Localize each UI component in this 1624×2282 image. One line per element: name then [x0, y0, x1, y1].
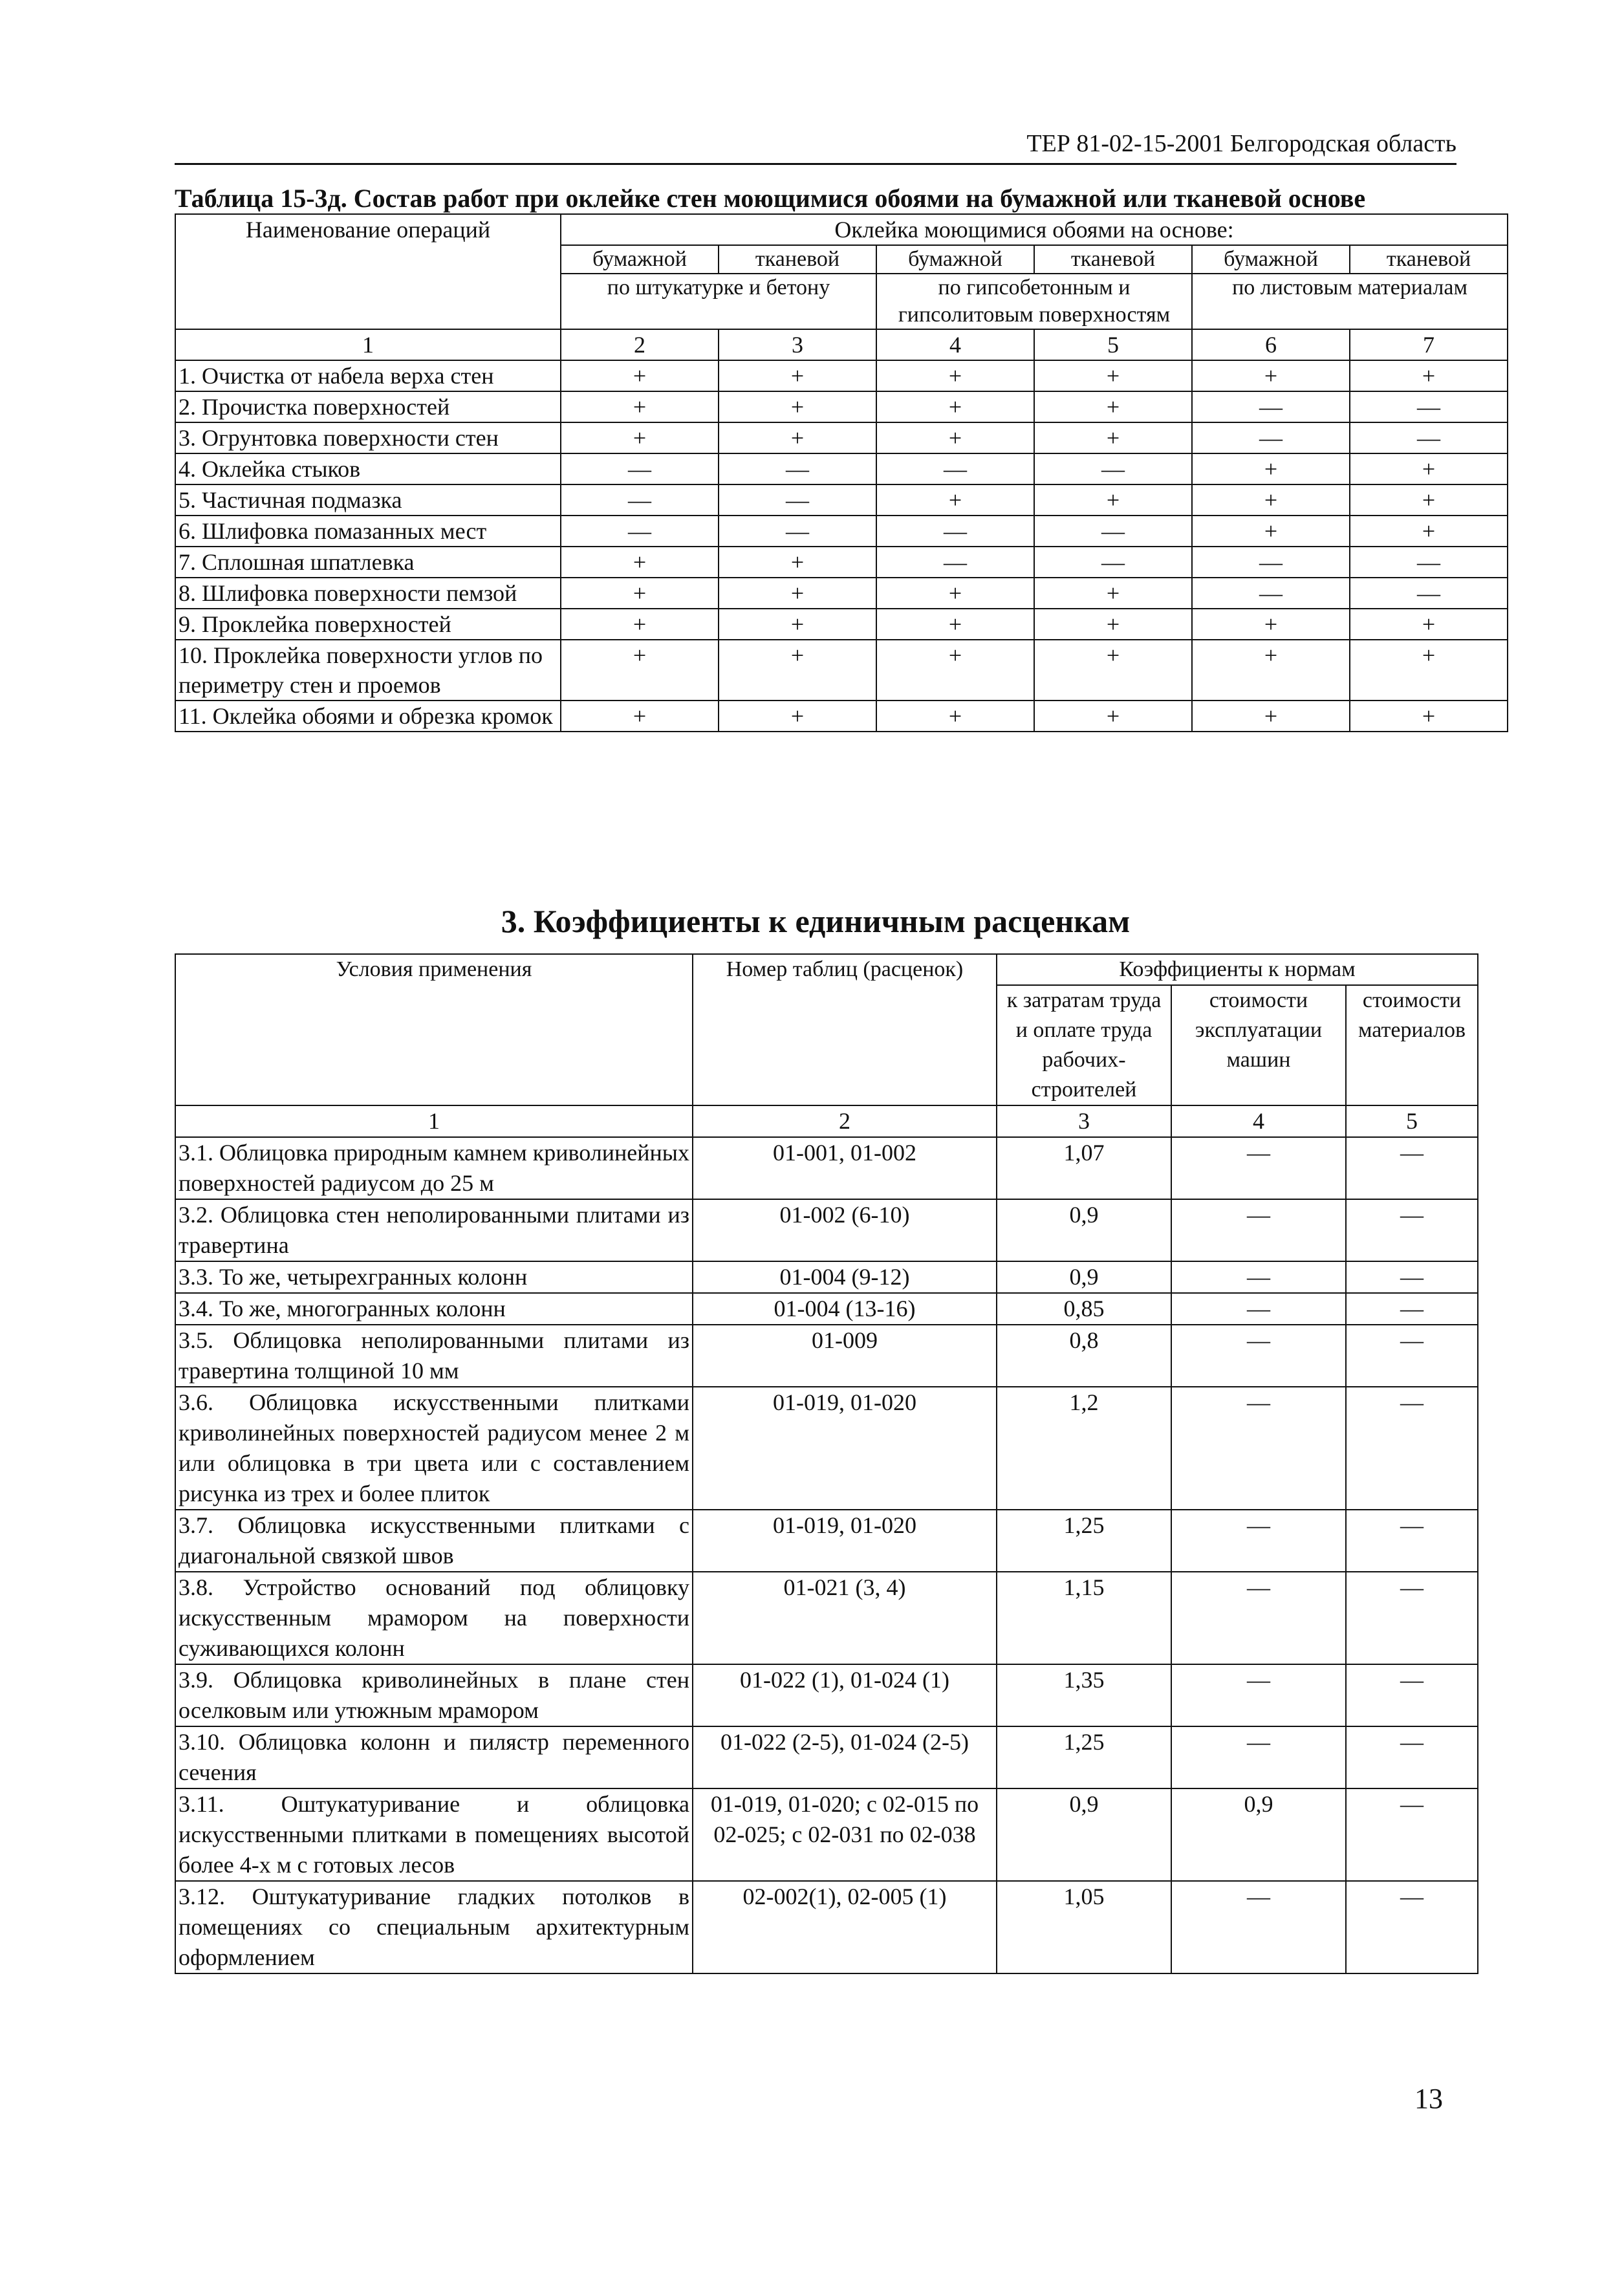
surface-header: по листовым материалам — [1192, 274, 1508, 329]
col-table-number-header: Номер таблиц (расценок) — [693, 954, 997, 1105]
col-coeff-group-header: Коэффициенты к нормам — [997, 954, 1478, 985]
table-15-3d-caption: Таблица 15-3д. Состав работ при оклейке стен моющимися обоями на бумажной или тканевой основе — [175, 184, 1366, 213]
col-base-header: тканевой — [1034, 245, 1192, 274]
operation-mark: + — [719, 360, 876, 391]
table-number: 01-022 (1), 01-024 (1) — [693, 1664, 997, 1726]
labor-coefficient: 0,8 — [997, 1325, 1171, 1387]
table-15-3d — [175, 213, 1508, 732]
column-number: 5 — [1346, 1105, 1478, 1137]
table-number: 01-021 (3, 4) — [693, 1572, 997, 1664]
surface-header: по штукатурке и бетону — [561, 274, 876, 329]
table-row — [175, 701, 1508, 732]
condition-text: 3.2. Облицовка стен неполированными плитами из травертина — [175, 1199, 693, 1261]
table-row — [175, 1261, 1478, 1293]
condition-text: 3.6. Облицовка искусственными плитками криволинейных поверхностей радиусом менее 2 м или облицовка в три цвета или с составлением рисунка из трех и более плиток — [175, 1387, 693, 1510]
operation-mark: — — [1350, 547, 1508, 578]
col-machines-header: стоимости эксплуатации машин — [1171, 985, 1346, 1105]
col-labor-header: к затратам труда и оплате труда рабочих-строителей — [997, 985, 1171, 1105]
column-number: 3 — [719, 329, 876, 360]
column-number: 4 — [876, 329, 1034, 360]
table-number: 01-022 (2-5), 01-024 (2-5) — [693, 1726, 997, 1788]
operation-mark: + — [719, 640, 876, 701]
operation-mark: + — [1350, 640, 1508, 701]
column-number: 4 — [1171, 1105, 1346, 1137]
col-conditions-header: Условия применения — [175, 954, 693, 1105]
operation-mark: + — [1192, 609, 1350, 640]
table-row — [175, 1664, 1478, 1726]
column-number: 1 — [175, 1105, 693, 1137]
machines-coefficient: — — [1171, 1261, 1346, 1293]
operation-mark: + — [1034, 484, 1192, 516]
machines-coefficient: — — [1171, 1664, 1346, 1726]
table-row — [175, 1137, 1478, 1199]
column-number: 7 — [1350, 329, 1508, 360]
operation-mark: + — [876, 609, 1034, 640]
operation-mark: + — [876, 640, 1034, 701]
operation-mark: + — [1034, 391, 1192, 422]
column-number: 5 — [1034, 329, 1192, 360]
coefficients-table — [175, 953, 1478, 1974]
operation-name: 2. Прочистка поверхностей — [175, 391, 561, 422]
table-row — [175, 516, 1508, 547]
machines-coefficient: — — [1171, 1572, 1346, 1664]
operation-mark: + — [1034, 701, 1192, 732]
materials-coefficient: — — [1346, 1572, 1478, 1664]
machines-coefficient: — — [1171, 1510, 1346, 1572]
operation-mark: — — [719, 484, 876, 516]
operation-mark: + — [876, 391, 1034, 422]
operation-mark: — — [561, 484, 719, 516]
page-number: 13 — [1414, 2083, 1443, 2114]
condition-text: 3.12. Оштукатуривание гладких потолков в помещениях со специальным архитектурным оформлением — [175, 1881, 693, 1973]
operation-mark: — — [719, 516, 876, 547]
operation-mark: + — [561, 578, 719, 609]
table-row — [175, 360, 1508, 391]
section-3-title: 3. Коэффициенты к единичным расценкам — [501, 903, 1131, 939]
col-base-header: тканевой — [1350, 245, 1508, 274]
column-number: 2 — [561, 329, 719, 360]
operation-mark: — — [876, 547, 1034, 578]
condition-text: 3.3. То же, четырехгранных колонн — [175, 1261, 693, 1293]
labor-coefficient: 1,2 — [997, 1387, 1171, 1510]
labor-coefficient: 0,9 — [997, 1261, 1171, 1293]
operation-mark: + — [1192, 484, 1350, 516]
table-number: 01-001, 01-002 — [693, 1137, 997, 1199]
table-number: 02-002(1), 02-005 (1) — [693, 1881, 997, 1973]
operation-name: 3. Огрунтовка поверхности стен — [175, 422, 561, 453]
header-rule — [175, 163, 1456, 165]
table-number: 01-019, 01-020 — [693, 1387, 997, 1510]
operation-mark: — — [1192, 547, 1350, 578]
materials-coefficient: — — [1346, 1664, 1478, 1726]
operation-mark: + — [561, 547, 719, 578]
table-row — [175, 1510, 1478, 1572]
condition-text: 3.4. То же, многогранных колонн — [175, 1293, 693, 1325]
materials-coefficient: — — [1346, 1387, 1478, 1510]
operation-mark: + — [1350, 701, 1508, 732]
table-number: 01-004 (13-16) — [693, 1293, 997, 1325]
table-row — [175, 391, 1508, 422]
materials-coefficient: — — [1346, 1137, 1478, 1199]
labor-coefficient: 0,9 — [997, 1788, 1171, 1881]
table-row — [175, 422, 1508, 453]
table-number: 01-019, 01-020; с 02-015 по 02-025; с 02-031 по 02-038 — [693, 1788, 997, 1881]
table-row — [175, 1881, 1478, 1973]
col-group-header: Оклейка моющимися обоями на основе: — [561, 214, 1508, 245]
machines-coefficient: — — [1171, 1293, 1346, 1325]
operation-mark: + — [876, 360, 1034, 391]
operation-mark: + — [561, 422, 719, 453]
operation-name: 4. Оклейка стыков — [175, 453, 561, 484]
labor-coefficient: 0,85 — [997, 1293, 1171, 1325]
table-row — [175, 609, 1508, 640]
materials-coefficient: — — [1346, 1199, 1478, 1261]
condition-text: 3.11. Оштукатуривание и облицовка искусственными плитками в помещениях высотой более 4-х м с готовых лесов — [175, 1788, 693, 1881]
col-base-header: бумажной — [561, 245, 719, 274]
materials-coefficient: — — [1346, 1510, 1478, 1572]
table-row — [175, 484, 1508, 516]
operation-mark: + — [719, 609, 876, 640]
machines-coefficient: — — [1171, 1137, 1346, 1199]
operation-mark: + — [1350, 360, 1508, 391]
operation-mark: + — [1034, 422, 1192, 453]
operation-mark: — — [876, 516, 1034, 547]
materials-coefficient: — — [1346, 1293, 1478, 1325]
operation-mark: — — [561, 516, 719, 547]
table-row — [175, 640, 1508, 701]
operation-mark: + — [876, 701, 1034, 732]
operation-mark: + — [1192, 640, 1350, 701]
operation-mark: + — [1192, 516, 1350, 547]
operation-mark: — — [1350, 391, 1508, 422]
condition-text: 3.1. Облицовка природным камнем криволинейных поверхностей радиусом до 25 м — [175, 1137, 693, 1199]
col-base-header: бумажной — [876, 245, 1034, 274]
col-base-header: тканевой — [719, 245, 876, 274]
labor-coefficient: 0,9 — [997, 1199, 1171, 1261]
table-row — [175, 1572, 1478, 1664]
operation-mark: + — [561, 640, 719, 701]
operation-mark: + — [876, 422, 1034, 453]
operation-mark: + — [561, 701, 719, 732]
operation-name: 9. Проклейка поверхностей — [175, 609, 561, 640]
operation-mark: + — [1034, 609, 1192, 640]
table-row — [175, 1293, 1478, 1325]
operation-name: 10. Проклейка поверхности углов по периметру стен и проемов — [175, 640, 561, 701]
operation-name: 1. Очистка от набела верха стен — [175, 360, 561, 391]
table-row — [175, 578, 1508, 609]
operation-mark: + — [1034, 578, 1192, 609]
operation-mark: — — [876, 453, 1034, 484]
operation-mark: + — [1350, 609, 1508, 640]
operation-mark: + — [1034, 640, 1192, 701]
condition-text: 3.10. Облицовка колонн и пилястр переменного сечения — [175, 1726, 693, 1788]
operation-mark: — — [719, 453, 876, 484]
operation-mark: + — [719, 701, 876, 732]
machines-coefficient: — — [1171, 1387, 1346, 1510]
operation-mark: + — [719, 422, 876, 453]
column-number: 1 — [175, 329, 561, 360]
materials-coefficient: — — [1346, 1726, 1478, 1788]
labor-coefficient: 1,25 — [997, 1726, 1171, 1788]
operation-name: 11. Оклейка обоями и обрезка кромок — [175, 701, 561, 732]
table-row — [175, 1325, 1478, 1387]
operation-mark: — — [561, 453, 719, 484]
col-operation-header: Наименование операций — [175, 214, 561, 329]
condition-text: 3.7. Облицовка искусственными плитками с диагональной связкой швов — [175, 1510, 693, 1572]
table-row — [175, 1199, 1478, 1261]
operation-mark: + — [561, 360, 719, 391]
machines-coefficient: — — [1171, 1726, 1346, 1788]
machines-coefficient: — — [1171, 1881, 1346, 1973]
column-number: 6 — [1192, 329, 1350, 360]
operation-mark: — — [1350, 422, 1508, 453]
surface-header: по гипсобетонным и гипсолитовым поверхностям — [876, 274, 1192, 329]
table-number: 01-004 (9-12) — [693, 1261, 997, 1293]
column-number: 2 — [693, 1105, 997, 1137]
materials-coefficient: — — [1346, 1325, 1478, 1387]
operation-mark: — — [1192, 578, 1350, 609]
table-row — [175, 1387, 1478, 1510]
operation-name: 8. Шлифовка поверхности пемзой — [175, 578, 561, 609]
operation-name: 7. Сплошная шпатлевка — [175, 547, 561, 578]
operation-mark: + — [1192, 360, 1350, 391]
operation-mark: + — [561, 391, 719, 422]
condition-text: 3.8. Устройство оснований под облицовку искусственным мрамором на поверхности суживающихся колонн — [175, 1572, 693, 1664]
operation-mark: — — [1192, 391, 1350, 422]
table-number: 01-002 (6-10) — [693, 1199, 997, 1261]
operation-mark: + — [719, 547, 876, 578]
machines-coefficient: 0,9 — [1171, 1788, 1346, 1881]
operation-mark: — — [1034, 547, 1192, 578]
materials-coefficient: — — [1346, 1261, 1478, 1293]
table-number: 01-019, 01-020 — [693, 1510, 997, 1572]
table-row — [175, 1788, 1478, 1881]
labor-coefficient: 1,25 — [997, 1510, 1171, 1572]
operation-name: 6. Шлифовка помазанных мест — [175, 516, 561, 547]
machines-coefficient: — — [1171, 1199, 1346, 1261]
labor-coefficient: 1,05 — [997, 1881, 1171, 1973]
operation-mark: + — [719, 391, 876, 422]
materials-coefficient: — — [1346, 1881, 1478, 1973]
operation-mark: + — [1350, 516, 1508, 547]
table-number: 01-009 — [693, 1325, 997, 1387]
operation-mark: + — [719, 578, 876, 609]
operation-mark: + — [1350, 453, 1508, 484]
labor-coefficient: 1,35 — [997, 1664, 1171, 1726]
operation-mark: — — [1034, 453, 1192, 484]
operation-name: 5. Частичная подмазка — [175, 484, 561, 516]
table-row — [175, 453, 1508, 484]
operation-mark: + — [561, 609, 719, 640]
operation-mark: + — [1192, 453, 1350, 484]
table-row — [175, 1726, 1478, 1788]
labor-coefficient: 1,15 — [997, 1572, 1171, 1664]
machines-coefficient: — — [1171, 1325, 1346, 1387]
condition-text: 3.9. Облицовка криволинейных в плане стен оселковым или утюжным мрамором — [175, 1664, 693, 1726]
operation-mark: + — [876, 484, 1034, 516]
materials-coefficient: — — [1346, 1788, 1478, 1881]
col-materials-header: стоимости материалов — [1346, 985, 1478, 1105]
condition-text: 3.5. Облицовка неполированными плитами из травертина толщиной 10 мм — [175, 1325, 693, 1387]
operation-mark: — — [1192, 422, 1350, 453]
operation-mark: + — [1192, 701, 1350, 732]
col-base-header: бумажной — [1192, 245, 1350, 274]
operation-mark: + — [876, 578, 1034, 609]
operation-mark: + — [1034, 360, 1192, 391]
operation-mark: + — [1350, 484, 1508, 516]
running-header: ТЕР 81-02-15-2001 Белгородская область — [1026, 130, 1456, 157]
operation-mark: — — [1034, 516, 1192, 547]
operation-mark: — — [1350, 578, 1508, 609]
table-row — [175, 547, 1508, 578]
column-number: 3 — [997, 1105, 1171, 1137]
labor-coefficient: 1,07 — [997, 1137, 1171, 1199]
